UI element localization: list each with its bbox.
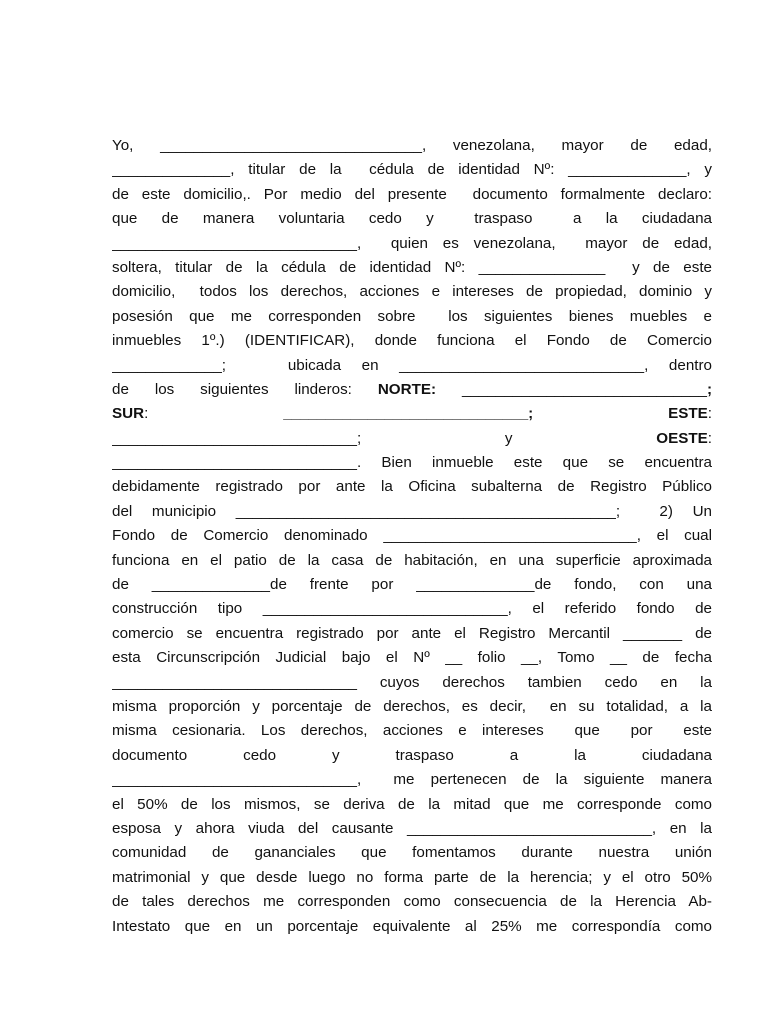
text-segment: el 50% de los mismos, se deriva de la mitad que me corresponde como [112,795,712,813]
document-line [112,549,712,573]
document-line [112,646,712,670]
text-segment: comunidad de gananciales que fomentamos durante nuestra unión [112,844,712,862]
text-segment: : [707,405,712,423]
text-segment: de ______________de frente por ______________de fondo, con una [112,576,712,594]
text-segment: misma proporción y porcentaje de derechos, es decir, en su totalidad, a la [112,697,712,715]
text-segment: _____________________________; y [112,429,657,447]
text-segment: Yo, _______________________________, venezolana, mayor de edad, [112,137,712,154]
document-line [112,305,712,329]
text-segment: Intestato que en un porcentaje equivalente al 25% me correspondía como [112,917,712,935]
document-line [112,402,712,426]
document-line [112,719,712,743]
bold-text-segment: OESTE [656,429,708,447]
document-line [112,329,712,353]
document-line [112,354,712,378]
text-segment: de los siguientes linderos: [112,380,378,398]
document-line [112,524,712,548]
document-line [112,768,712,792]
text-segment: _____________________________ [436,380,707,398]
text-segment: _____________________________, quien es venezolana, mayor de edad, [112,234,712,252]
text-segment: debidamente registrado por ante la Oficina subalterna de Registro Público [112,478,712,496]
document-line [112,573,712,597]
document-line [112,817,712,841]
document-line [112,915,712,939]
text-segment: domicilio, todos los derechos, acciones e intereses de propiedad, dominio y [112,283,712,301]
text-segment: Fondo de Comercio denominado ______________________________, el cual [112,527,712,545]
document-body [112,134,712,939]
text-segment: : [707,429,712,447]
bold-text-segment: ; [706,380,712,398]
document-line [112,866,712,890]
text-segment: del municipio _____________________________________________; 2) Un [112,502,712,520]
text-segment: esta Circunscripción Judicial bajo el Nº __ folio __, Tomo __ de fecha [112,649,712,667]
text-segment: inmuebles 1º.) (IDENTIFICAR), donde funciona el Fondo de Comercio [112,332,712,350]
bold-text-segment: SUR [112,405,145,423]
text-segment: _____________________________. Bien inmueble este que se encuentra [112,454,712,472]
text-segment: de tales derechos me corresponden como consecuencia de la Herencia Ab- [112,893,712,911]
text-segment: que de manera voluntaria cedo y traspaso a la ciudadana [112,210,712,228]
text-segment: soltera, titular de la cédula de identidad Nº: _______________ y de este [112,258,712,276]
document-line [112,158,712,182]
document-line [112,695,712,719]
document-line [112,793,712,817]
text-segment: ______________, titular de la cédula de identidad Nº: ______________, y [112,161,712,179]
document-line [112,597,712,621]
document-line [112,183,712,207]
document-line [112,207,712,231]
text-segment: documento cedo y traspaso a la ciudadana [112,746,712,764]
text-segment [533,405,668,422]
document-line [112,134,712,158]
document-line [112,841,712,865]
text-segment: _____________________________, me pertenecen de la siguiente manera [112,771,712,789]
document-line [112,232,712,256]
document-line [112,475,712,499]
text-segment: esposa y ahora viuda del causante _____________________________, en la [112,819,712,837]
bold-text-segment: _____________________________; [283,405,534,423]
bold-text-segment: NORTE: [377,380,437,398]
bold-text-segment: ESTE [668,405,708,423]
text-segment: _____________________________ cuyos derechos tambien cedo en la [112,673,712,691]
document-line [112,671,712,695]
text-segment: posesión que me corresponden sobre los siguientes bienes muebles e [112,307,712,325]
document-line [112,744,712,768]
document-line [112,256,712,280]
text-segment: comercio se encuentra registrado por ante el Registro Mercantil _______ de [112,624,712,642]
text-segment: : [144,405,284,423]
text-segment: de este domicilio,. Por medio del presente documento formalmente declaro: [112,185,712,203]
document-line [112,622,712,646]
text-segment: funciona en el patio de la casa de habitación, en una superficie aproximada [112,551,712,569]
document-line [112,280,712,304]
document-line [112,890,712,914]
text-segment: construcción tipo _____________________________, el referido fondo de [112,600,712,618]
text-segment: matrimonial y que desde luego no forma parte de la herencia; y el otro 50% [112,868,712,886]
document-line [112,451,712,475]
text-segment: misma cesionaria. Los derechos, acciones e intereses que por este [112,722,712,740]
text-segment: _____________; ubicada en _____________________________, dentro [112,356,712,374]
document-line [112,378,712,402]
document-line [112,500,712,524]
document-line [112,427,712,451]
